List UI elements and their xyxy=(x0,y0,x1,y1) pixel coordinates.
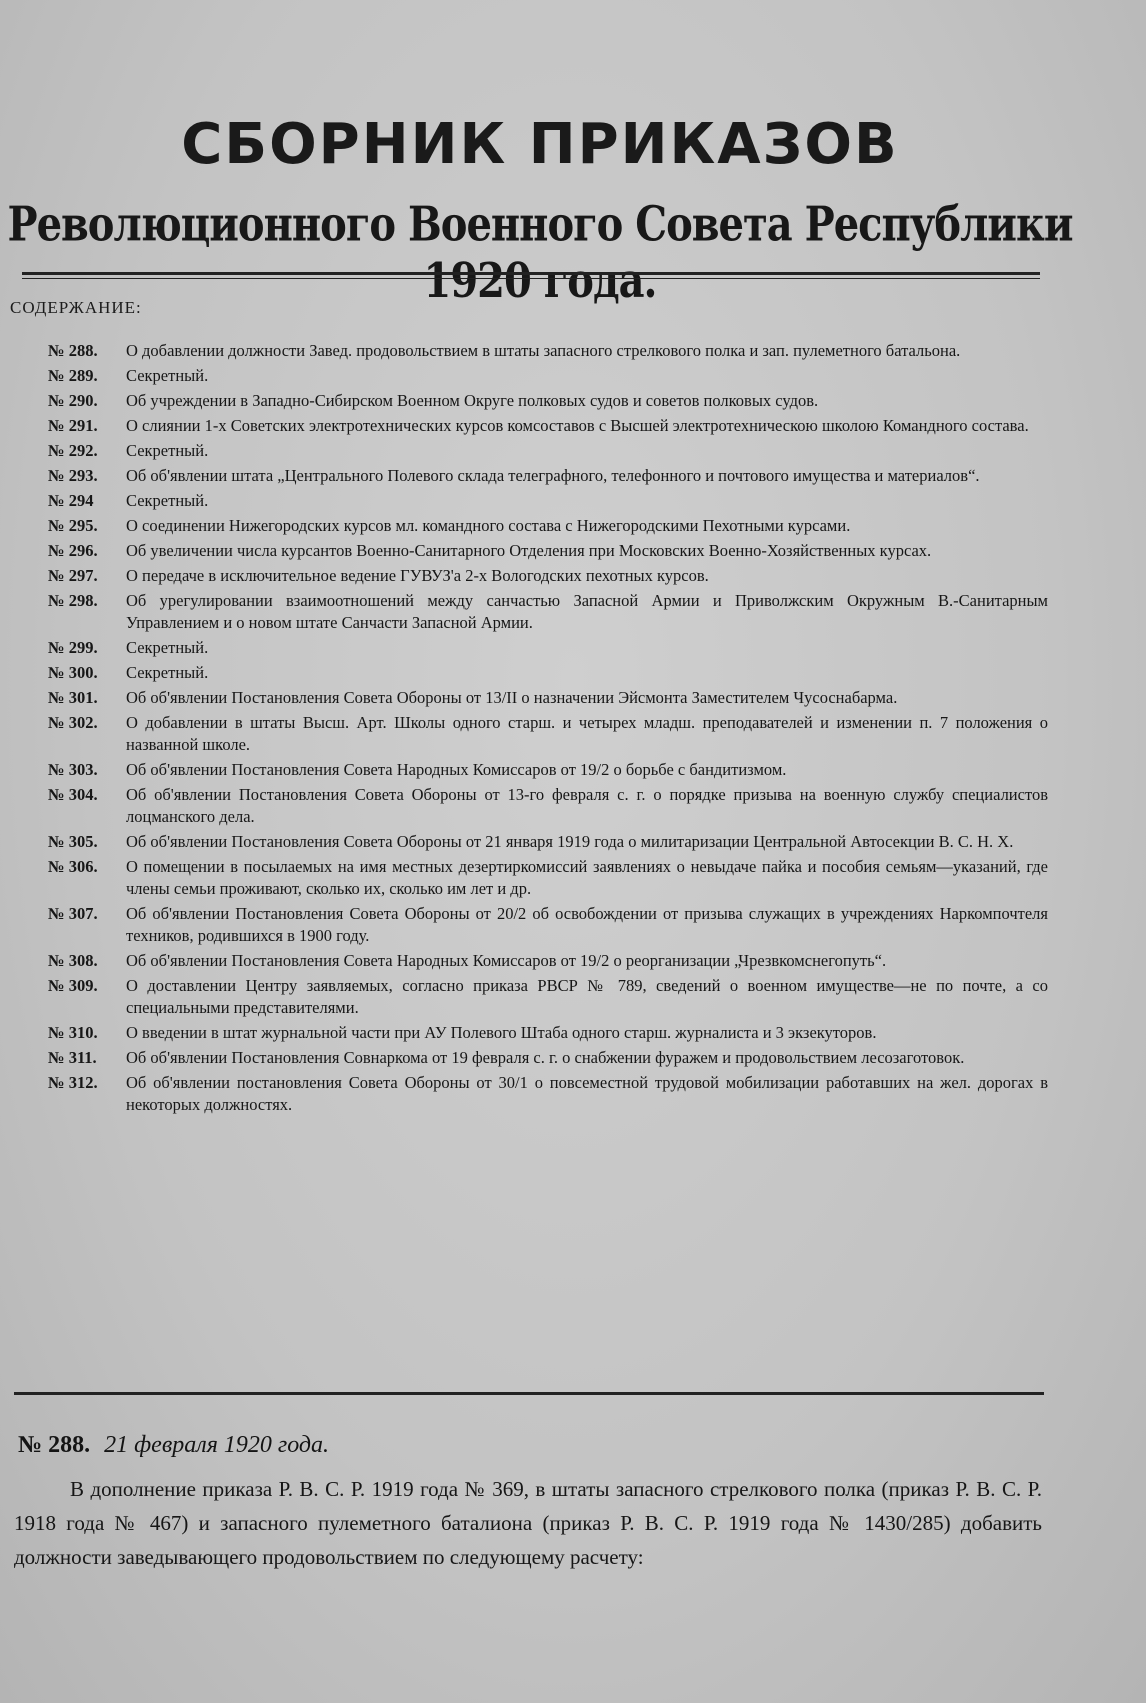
contents-item-number: № 299. xyxy=(48,638,98,657)
contents-item-number: № 306. xyxy=(48,857,98,876)
contents-item xyxy=(48,784,1048,828)
title-divider xyxy=(22,272,1040,279)
contents-item-number: № 292. xyxy=(48,441,98,460)
contents-item xyxy=(48,975,1048,1019)
contents-item xyxy=(48,759,1048,781)
contents-item-text: О введении в штат журнальной части при АУ Полевого Штаба одного старш. журналиста и 3 экзекуторов. xyxy=(126,1023,877,1042)
contents-item xyxy=(48,903,1048,947)
order-heading xyxy=(18,1432,329,1459)
page-subtitle: Революционного Военного Совета Республики 1920 года. xyxy=(7,196,1073,309)
contents-item-number: № 303. xyxy=(48,760,98,779)
contents-item-number: № 310. xyxy=(48,1023,98,1042)
contents-item-number: № 305. xyxy=(48,832,98,851)
contents-item-text: Об об'явлении постановления Совета Обороны от 30/1 о повсеместной трудовой мобилизации работавших на жел. дорогах в некоторых должностях. xyxy=(126,1073,1048,1114)
contents-item-text: Секретный. xyxy=(126,638,209,657)
contents-item-number: № 290. xyxy=(48,391,98,410)
contents-item xyxy=(48,390,1048,412)
contents-item-text: Об об'явлении штата „Центрального Полевого склада телеграфного, телефонного и почтового имущества и материалов“. xyxy=(126,466,980,485)
contents-item-text: Об об'явлении Постановления Совета Обороны от 13-го февраля с. г. о порядке призыва на военную службу специалистов лоцманского дела. xyxy=(126,785,1048,826)
contents-item-number: № 301. xyxy=(48,688,98,707)
order-date: 21 февраля 1920 года. xyxy=(104,1432,330,1458)
contents-list xyxy=(48,340,1048,1119)
contents-item xyxy=(48,340,1048,362)
contents-item-text: Секретный. xyxy=(126,366,209,385)
contents-item xyxy=(48,1072,1048,1116)
contents-item xyxy=(48,590,1048,634)
contents-item-number: № 291. xyxy=(48,416,98,435)
contents-header: СОДЕРЖАНИЕ: xyxy=(10,298,142,317)
contents-item xyxy=(48,856,1048,900)
contents-item xyxy=(48,415,1048,437)
contents-item-number: № 307. xyxy=(48,904,98,923)
contents-item-number: № 293. xyxy=(48,466,98,485)
contents-item xyxy=(48,712,1048,756)
contents-item-number: № 312. xyxy=(48,1073,98,1092)
contents-item-number: № 294 xyxy=(48,491,94,510)
contents-item-number: № 289. xyxy=(48,366,98,385)
contents-item-text: О добавлении в штаты Высш. Арт. Школы одного старш. и четырех младш. преподавателей и изменении п. 7 положения о названной школе. xyxy=(126,713,1048,754)
contents-divider xyxy=(14,1392,1044,1395)
contents-item xyxy=(48,465,1048,487)
contents-item-number: № 302. xyxy=(48,713,98,732)
contents-item xyxy=(48,1022,1048,1044)
contents-item xyxy=(48,1047,1048,1069)
contents-item-text: Об об'явлении Постановления Совета Обороны от 21 января 1919 года о милитаризации Центральной Автосекции В. С. Н. Х. xyxy=(126,832,1014,851)
contents-item xyxy=(48,490,1048,512)
contents-item xyxy=(48,637,1048,659)
contents-item-text: О слиянии 1-х Советских электротехнических курсов комсоставов с Высшей электротехническою школою Командного состава. xyxy=(126,416,1029,435)
contents-item-number: № 296. xyxy=(48,541,98,560)
page-title: СБОРНИК ПРИКАЗОВ xyxy=(181,112,899,177)
order-body: В дополнение приказа Р. В. С. Р. 1919 года № 369, в штаты запасного стрелкового полка (приказ Р. В. С. Р. 1918 года № 467) и запасного пулеметного баталиона (приказ Р. В. С. Р. 1919 года № 1430/285) добавить должности заведывающего продовольствием по следующему расчету: xyxy=(14,1477,1042,1569)
contents-item-text: О помещении в посылаемых на имя местных дезертиркомиссий заявлениях о невыдаче пайка и пособия семьям—указаний, где члены семьи проживают, сколько их, сколько им лет и др. xyxy=(126,857,1048,898)
contents-item-number: № 288. xyxy=(48,341,98,360)
contents-item-text: Об увеличении числа курсантов Военно-Санитарного Отделения при Московских Военно-Хозяйственных курсах. xyxy=(126,541,932,560)
contents-item-text: Секретный. xyxy=(126,441,209,460)
contents-item xyxy=(48,440,1048,462)
contents-item-text: О соединении Нижегородских курсов мл. командного состава с Нижегородскими Пехотными курсами. xyxy=(126,516,851,535)
contents-item xyxy=(48,540,1048,562)
contents-item-number: № 311. xyxy=(48,1048,97,1067)
contents-item-text: Об об'явлении Постановления Совета Народных Комиссаров от 19/2 о реорганизации „Чрезвкомснегопуть“. xyxy=(126,951,887,970)
contents-item-number: № 297. xyxy=(48,566,98,585)
contents-item-text: Об об'явлении Постановления Совета Народных Комиссаров от 19/2 о борьбе с бандитизмом. xyxy=(126,760,787,779)
contents-item xyxy=(48,662,1048,684)
contents-item-number: № 298. xyxy=(48,591,98,610)
contents-item xyxy=(48,565,1048,587)
contents-item-text: О передаче в исключительное ведение ГУВУЗ'а 2-х Вологодских пехотных курсов. xyxy=(126,566,709,585)
contents-item-text: О добавлении должности Завед. продовольствием в штаты запасного стрелкового полка и зап. пулеметного батальона. xyxy=(126,341,961,360)
contents-item-text: Секретный. xyxy=(126,663,209,682)
contents-item-text: Секретный. xyxy=(126,491,209,510)
contents-item xyxy=(48,950,1048,972)
contents-item-text: Об об'явлении Постановления Совнаркома от 19 февраля с. г. о снабжении фуражем и продовольствием лесозаготовок. xyxy=(126,1048,965,1067)
contents-item-text: Об об'явлении Постановления Совета Обороны от 13/II о назначении Эйсмонта Заместителем Чусоснабарма. xyxy=(126,688,898,707)
order-number: № 288. xyxy=(18,1432,91,1458)
contents-item xyxy=(48,687,1048,709)
contents-item-number: № 308. xyxy=(48,951,98,970)
contents-item xyxy=(48,831,1048,853)
contents-item xyxy=(48,365,1048,387)
contents-item-text: Об учреждении в Западно-Сибирском Военном Округе полковых судов и советов полковых судов. xyxy=(126,391,819,410)
contents-item-number: № 300. xyxy=(48,663,98,682)
contents-item-text: О доставлении Центру заявляемых, согласно приказа РВСР № 789, сведений о военном имуществе—не по почте, а со специальными представителями. xyxy=(126,976,1048,1017)
contents-item-text: Об об'явлении Постановления Совета Обороны от 20/2 об освобождении от призыва служащих в учреждениях Наркомпочтеля техников, родившихся в 1900 году. xyxy=(126,904,1048,945)
contents-item xyxy=(48,515,1048,537)
contents-item-number: № 309. xyxy=(48,976,98,995)
contents-item-number: № 304. xyxy=(48,785,98,804)
contents-item-number: № 295. xyxy=(48,516,98,535)
contents-item-text: Об урегулировании взаимоотношений между санчастью Запасной Армии и Приволжским Окружным В.-Санитарным Управлением и о новом штате Санчасти Запасной Армии. xyxy=(126,591,1048,632)
